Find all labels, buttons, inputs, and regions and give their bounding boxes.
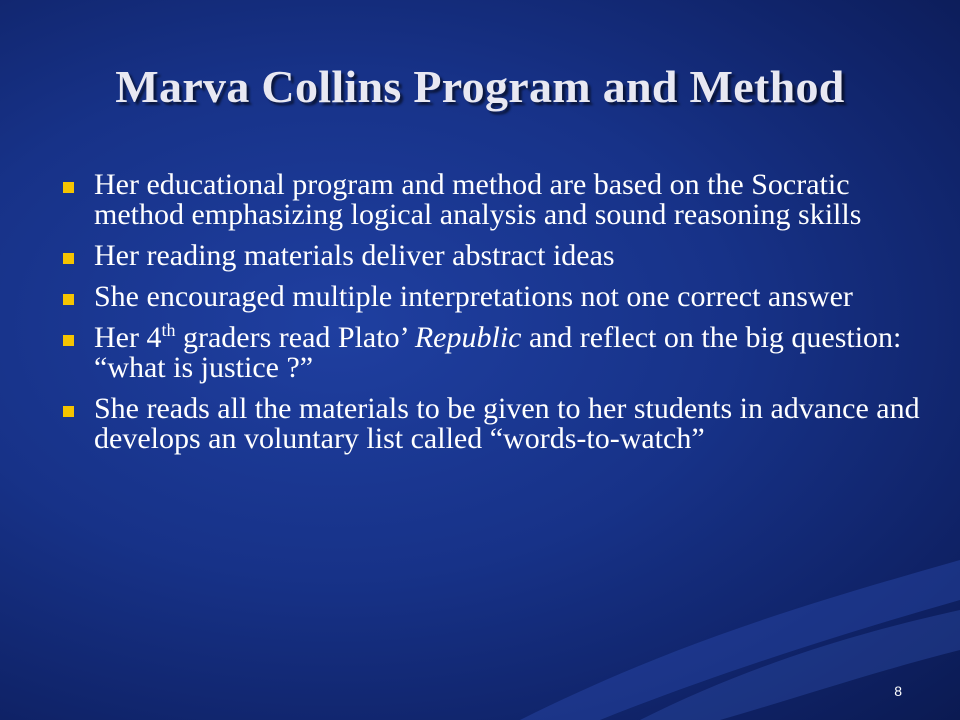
bullet-item bbox=[60, 282, 920, 312]
page-number: 8 bbox=[894, 683, 902, 699]
bullet-item bbox=[60, 241, 920, 271]
bullet-text bbox=[94, 321, 901, 384]
bullet-text-part: Her 4 bbox=[94, 321, 162, 354]
bullet-square-icon bbox=[63, 182, 74, 193]
bullet-square-icon bbox=[63, 294, 74, 305]
slide-title: Marva Collins Program and Method bbox=[115, 61, 845, 112]
bullet-item bbox=[60, 394, 920, 454]
bullet-square-icon bbox=[63, 335, 74, 346]
bullet-text: She encouraged multiple interpretations not one correct answer bbox=[94, 280, 853, 313]
bullet-text: She reads all the materials to be given to her students in advance and develops an voluntary list called “words-to-watch” bbox=[94, 392, 920, 455]
bullet-text: Her educational program and method are based on the Socratic method emphasizing logical analysis and sound reasoning skills bbox=[94, 168, 862, 231]
bullet-text-part: and reflect on the big question: “what is justice ?” bbox=[94, 321, 902, 384]
bullet-list bbox=[60, 170, 920, 465]
bullet-text: Her reading materials deliver abstract ideas bbox=[94, 239, 615, 272]
book-title: Republic bbox=[414, 321, 522, 354]
bullet-text-part: graders read Plato’ bbox=[175, 321, 415, 354]
bullet-square-icon bbox=[63, 406, 74, 417]
bullet-item bbox=[60, 170, 920, 230]
ordinal-suffix: th bbox=[161, 320, 176, 340]
bullet-item bbox=[60, 320, 920, 384]
bullet-square-icon bbox=[63, 253, 74, 264]
